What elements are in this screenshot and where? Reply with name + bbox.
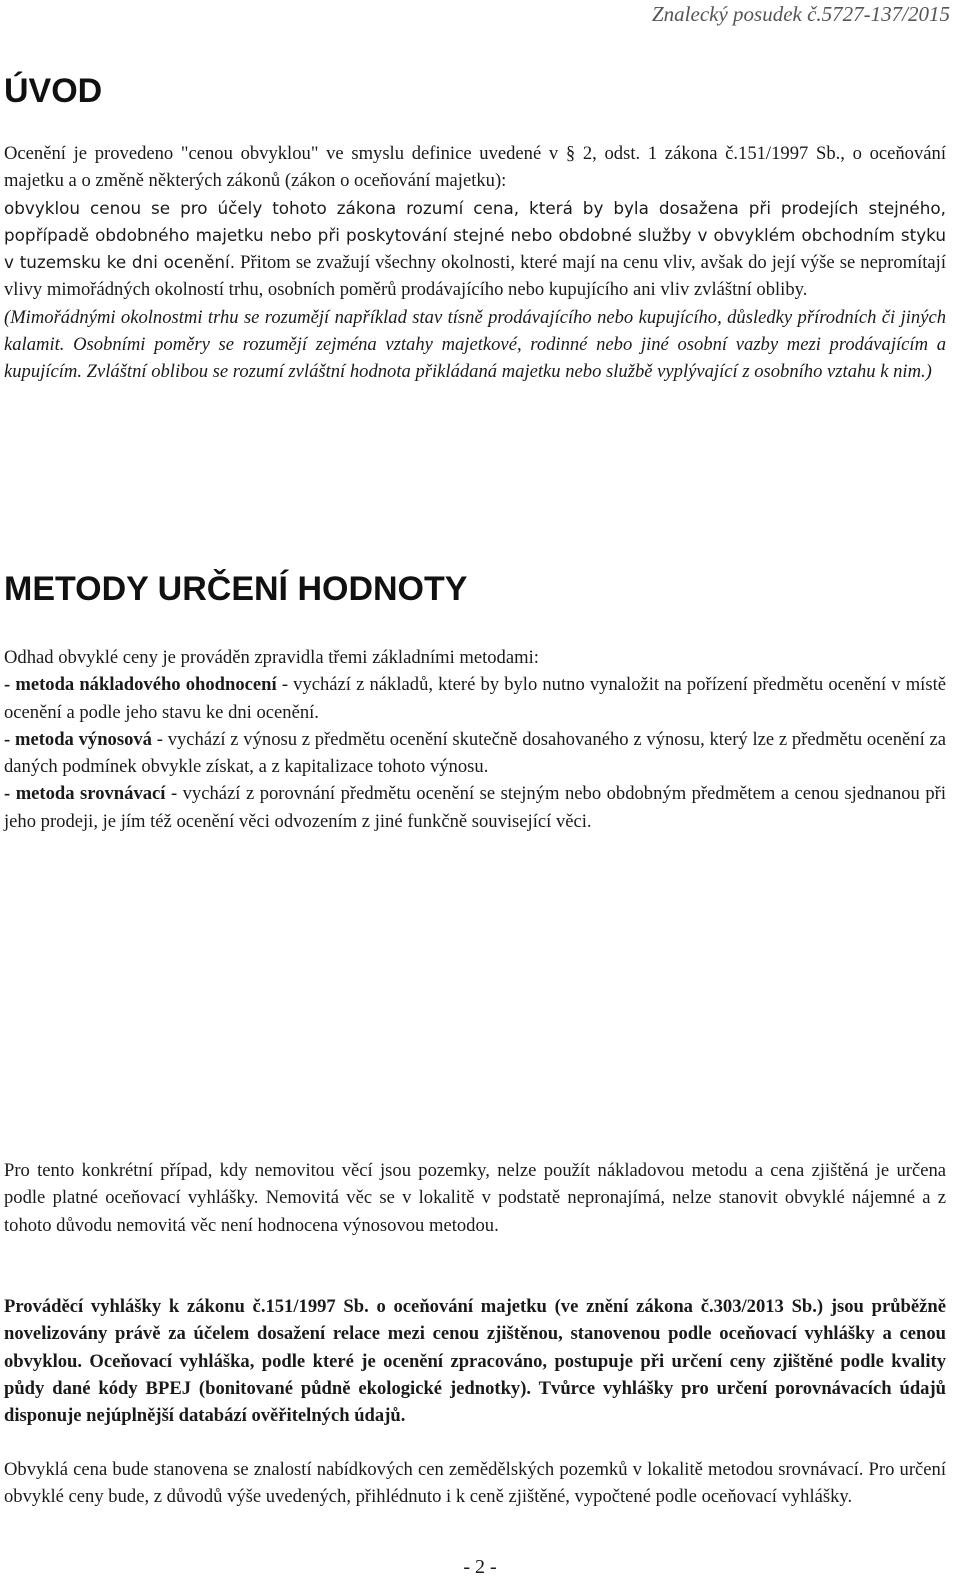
- conclusion-paragraph: Obvyklá cena bude stanovena se znalostí nabídkových cen zemědělských pozemků v lokalitě metodou srovnávací. Pro určení obvyklé ceny bude, z důvodů výše uvedených, přihlédnuto i k ceně zjištěné, vypočtené podle oceňovací vyhlášky.: [4, 1459, 946, 1508]
- method-description: - vychází z nákladů, které by bylo nutno vynaložit na pořízení předmětu ocenění v místě ocenění a podle jeho stavu ke dni ocenění.: [4, 674, 947, 723]
- document-header: Znalecký posudek č.5727-137/2015: [651, 2, 950, 26]
- metody-section: [4, 644, 946, 835]
- heading-metody: METODY URČENÍ HODNOTY: [4, 570, 468, 608]
- definition-continuation: Přitom se zvažují všechny okolnosti, které mají na cenu vliv, avšak do její výše se nepromítají vlivy mimořádných okolností trhu, osobních poměrů prodávajícího nebo kupujícího ani vliv zvláštní obliby.: [4, 252, 946, 301]
- method-item: [4, 726, 946, 781]
- definition-text: obvyklou cenou se pro účely tohoto zákona rozumí cena, která by byla dosažena při prodejích stejného, popřípadě obdobného majetku nebo při poskytování stejné nebo obdobné služby v obvyklém obchodním styku v tuzemsku ke dni ocenění.: [4, 197, 946, 273]
- method-description: - vychází z výnosu z předmětu ocenění skutečně dosahovaného z výnosu, který lze z předmětu ocenění za daných podmínek obvykle získat, a z kapitalizace tohoto výnosu.: [4, 728, 947, 778]
- uvod-paragraph-2: [4, 195, 946, 304]
- uvod-section: [4, 140, 946, 386]
- method-item: [4, 671, 946, 726]
- page-number: - 2 -: [463, 1556, 497, 1578]
- metody-intro: Odhad obvyklé ceny je prováděn zpravidla třemi základními metodami:: [4, 647, 539, 668]
- uvod-paragraph-3: (Mimořádnými okolnostmi trhu se rozumějí například stav tísně prodávajícího nebo kupujícího, důsledky přírodních či jiných kalamit. Osobními poměry se rozumějí zejména vztahy majetkové, rodinné nebo jiné osobní vazby mezi prodávajícím a kupujícím. Zvláštní oblibou se rozumí zvláštní hodnota přikládaná majetku nebo službě vyplývající z osobního vztahu k nim.): [4, 306, 946, 383]
- method-name: - metoda nákladového ohodnocení: [4, 674, 277, 696]
- method-description: - vychází z porovnání předmětu ocenění se stejným nebo obdobným předmětem a cenou sjednanou při jeho prodeji, je jím též ocenění věci odvozením z jiné funkčně související věci.: [4, 783, 946, 832]
- regulation-paragraph: Prováděcí vyhlášky k zákonu č.151/1997 Sb. o oceňování majetku (ve znění zákona č.303/2013 Sb.) jsou průběžně novelizovány právě za účelem dosažení relace mezi cenou zjištěnou, stanovenou podle oceňovací vyhlášky a cenou obvyklou. Oceňovací vyhláška, podle které je ocenění zpracováno, postupuje při určení ceny zjištěné podle kvality půdy dané kódy BPEJ (bonitované půdně ekologické jednotky). Tvůrce vyhlášky pro určení porovnávacích údajů disponuje nejúplnější databází ověřitelných údajů.: [4, 1296, 946, 1427]
- method-name: - metoda srovnávací: [4, 783, 166, 805]
- uvod-paragraph-1: Ocenění je provedeno "cenou obvyklou" ve smyslu definice uvedené v § 2, odst. 1 zákona č.151/1997 Sb., o oceňování majetku a o změně některých zákonů (zákon o oceňování majetku):: [4, 143, 946, 192]
- method-name: - metoda výnosová: [4, 728, 152, 750]
- heading-uvod: ÚVOD: [4, 72, 103, 110]
- method-item: [4, 780, 946, 835]
- case-paragraph: Pro tento konkrétní případ, kdy nemovitou věcí jsou pozemky, nelze použít nákladovou metodu a cena zjištěná je určena podle platné oceňovací vyhlášky. Nemovitá věc se v lokalitě v podstatě nepronajímá, nelze stanovit obvyklé nájemné a z tohoto důvodu nemovitá věc není hodnocena výnosovou metodou.: [4, 1160, 946, 1236]
